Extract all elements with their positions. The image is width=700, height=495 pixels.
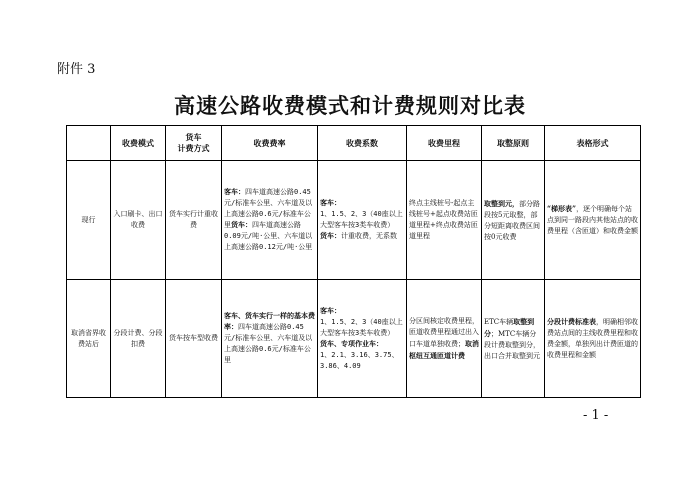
form-bold: “梯形表” [547,204,577,213]
cell-rate [222,280,318,398]
cell-form [545,280,641,398]
coef-cargo-label: 货车： [320,232,341,240]
cell-mode: 入口刷卡、出口收费 [111,161,166,280]
coef-cargo-text: 计重收费，无系数 [341,232,397,240]
header-blank [67,126,111,161]
mileage-bold: 取消枢纽互通匝道计费 [409,338,479,360]
rate-cargo-text: 四车道高速公路0.09元/吨·公里、六车道以上高速公路0.12元/吨·公里 [224,221,313,251]
form-text: ，逐个明确每个站点到同一路段内其他站点的收费里程（含匝道）和收费金额 [547,205,638,235]
rate-passenger-label: 客车： [224,188,245,196]
page-title: 高速公路收费模式和计费规则对比表 [174,93,526,118]
header-mode: 收费模式 [111,126,166,161]
cell-coef [318,161,407,280]
rate-cargo-label: 货车： [231,221,252,229]
header-cargo [166,126,222,161]
header-coef: 收费系数 [318,126,407,161]
header-cargo-line1: 货车 [185,132,202,142]
form-text: ，明确相邻收费站点间的主线收费里程和收费金额，单独列出计费匝道的收费里程和金额 [547,318,638,359]
rate-passenger-text: 四车道高速公路0.45元/标准车公里、六车道及以上高速公路0.6元/标准车公里 [224,188,313,229]
header-mileage: 收费里程 [407,126,482,161]
table-row [67,280,641,398]
page-number: - 1 - [583,408,609,423]
header-cargo-line2: 计费方式 [177,143,210,153]
attachment-label: 附件 3 [57,62,96,77]
rounding-bold: 取整到元， [484,198,519,208]
rounding-bold: 取整到分 [484,316,535,338]
coef-passenger-label: 客车： [320,199,341,207]
cell-cargo: 货车按车型收费 [166,280,222,398]
row-label: 取消省界收费站后 [67,280,111,398]
coef-cargo-label: 货车、专项作业车： [320,339,383,348]
table-row [67,161,641,280]
coef-cargo-text: 1、2.1、3.16、3.75、3.86、4.09 [320,350,399,370]
header-rate: 收费费率 [222,126,318,161]
cell-coef [318,280,407,398]
comparison-table [66,125,641,398]
coef-passenger-text: 1、1.5、2、3（40座以上大型客车按3类车收费） [320,317,403,337]
cell-rate [222,161,318,280]
row-label: 现行 [67,161,111,280]
cell-mileage: 终点主线桩号-起点主线桩号+起点收费站匝道里程+终点收费站匝道里程 [407,161,482,280]
cell-mileage [407,280,482,398]
mileage-text: 分区间核定收费里程，匝道收费里程通过出入口车道单独收费； [409,316,479,348]
rate-unified-label: 客车、货车实行一样的基本费率： [224,312,315,331]
cell-mode: 分段计费、分段扣费 [111,280,166,398]
header-rounding: 取整原则 [482,126,545,161]
coef-passenger-text: 1、1.5、2、3（40座以上大型客车按3类车收费） [320,210,403,229]
rounding-etc: ETC车辆 [484,317,514,326]
rate-unified-text: 四车道高速公路0.45元/标准车公里、六车道及以上高速公路0.6元/标准车公里 [224,323,313,364]
cell-cargo: 货车实行计重收费 [166,161,222,280]
header-row [67,126,641,161]
cell-rounding [482,161,545,280]
coef-passenger-label: 客车： [320,306,341,315]
header-form: 表格形式 [545,126,641,161]
cell-form [545,161,641,280]
form-bold: 分段计费标准表 [547,317,596,326]
cell-rounding [482,280,545,398]
rounding-text: 部分路段按5元取整，部分短距离收费区间按0元收费 [484,199,540,241]
rounding-mtc: ；MTC车辆分段计费取整到分，出口合并取整到元 [484,329,540,360]
